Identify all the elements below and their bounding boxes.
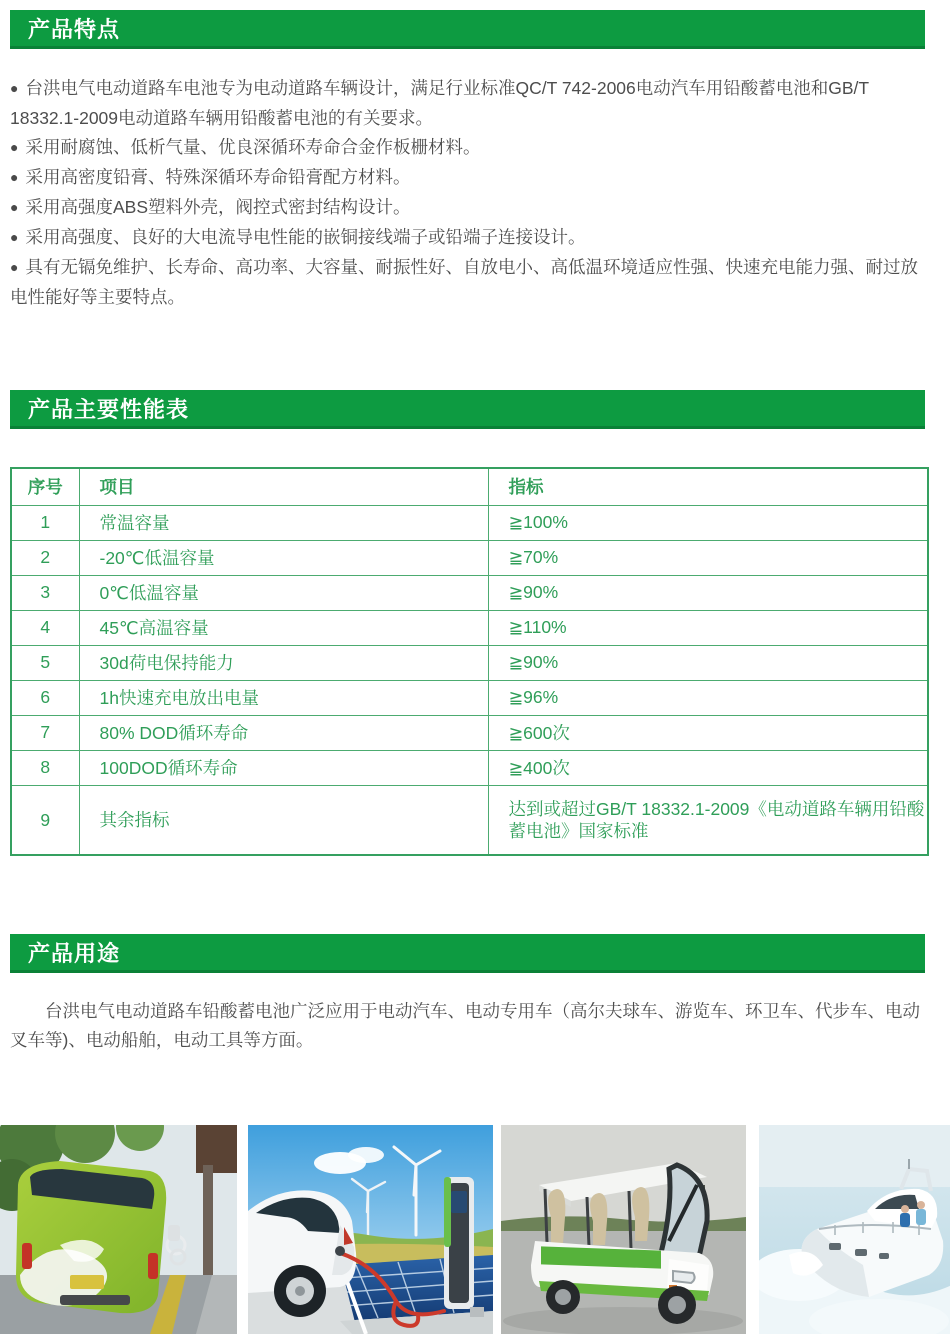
column-header-indicator: 指标 xyxy=(488,468,928,505)
table-row xyxy=(11,575,928,610)
cell-indicator: ≧96% xyxy=(488,680,928,715)
cell-no: 6 xyxy=(11,680,79,715)
cell-item: 30d荷电保持能力 xyxy=(79,645,488,680)
cell-indicator: 达到或超过GB/T 18332.1-2009《电动道路车辆用铅酸蓄电池》国家标准 xyxy=(488,785,928,855)
photo-gallery xyxy=(0,1125,950,1334)
cell-no: 2 xyxy=(11,540,79,575)
bullet-icon: ● xyxy=(10,80,19,96)
cell-indicator: ≧400次 xyxy=(488,750,928,785)
section-header-features xyxy=(10,10,925,49)
table-row xyxy=(11,680,928,715)
cell-item: -20℃低温容量 xyxy=(79,540,488,575)
table-row xyxy=(11,785,928,855)
section-title-performance: 产品主要性能表 xyxy=(28,396,190,422)
cell-item: 0℃低温容量 xyxy=(79,575,488,610)
table-row xyxy=(11,645,928,680)
cell-indicator: ≧70% xyxy=(488,540,928,575)
column-header-item: 项目 xyxy=(79,468,488,505)
product-page xyxy=(0,10,950,1342)
table-row xyxy=(11,715,928,750)
cell-no: 7 xyxy=(11,715,79,750)
cell-no: 1 xyxy=(11,505,79,540)
features-list xyxy=(10,74,925,312)
section-header-usage xyxy=(10,934,925,973)
photo-electric-boat xyxy=(759,1125,950,1334)
cell-item: 100DOD循环寿命 xyxy=(79,750,488,785)
table-row xyxy=(11,750,928,785)
feature-item xyxy=(10,74,925,133)
feature-text: 台洪电气电动道路车电池专为电动道路车辆设计，满足行业标准QC/T 742-2006电动汽车用铅酸蓄电池和GB/T 18332.1-2009电动道路车辆用铅酸蓄电池的有关要求。 xyxy=(10,78,869,128)
cell-item: 45℃高温容量 xyxy=(79,610,488,645)
table-row xyxy=(11,610,928,645)
table-row xyxy=(11,540,928,575)
usage-paragraph: 台洪电气电动道路车铅酸蓄电池广泛应用于电动汽车、电动专用车（高尔夫球车、游览车、环卫车、代步车、电动叉车等)、电动船舶，电动工具等方面。 xyxy=(10,1001,920,1050)
feature-item xyxy=(10,163,925,193)
cell-item: 80% DOD循环寿命 xyxy=(79,715,488,750)
section-title-features: 产品特点 xyxy=(28,16,121,42)
column-header-no: 序号 xyxy=(11,468,79,505)
table-header-row xyxy=(11,468,928,505)
bullet-icon: ● xyxy=(10,259,19,275)
cell-no: 3 xyxy=(11,575,79,610)
feature-item xyxy=(10,253,925,312)
section-title-usage: 产品用途 xyxy=(28,940,121,966)
bullet-icon: ● xyxy=(10,169,19,185)
feature-text: 具有无镉免维护、长寿命、高功率、大容量、耐振性好、自放电小、高低温环境适应性强、快速充电能力强、耐过放电性能好等主要特点。 xyxy=(10,257,918,307)
photo-electric-bus xyxy=(0,1125,237,1334)
feature-text: 采用耐腐蚀、低析气量、优良深循环寿命合金作板栅材料。 xyxy=(25,137,481,157)
cell-item: 1h快速充电放出电量 xyxy=(79,680,488,715)
section-header-performance xyxy=(10,390,925,429)
cell-indicator: ≧90% xyxy=(488,645,928,680)
performance-table xyxy=(10,467,929,856)
cell-no: 4 xyxy=(11,610,79,645)
feature-item xyxy=(10,223,925,253)
cell-indicator: ≧90% xyxy=(488,575,928,610)
table-row xyxy=(11,505,928,540)
cell-indicator: ≧110% xyxy=(488,610,928,645)
cell-no: 8 xyxy=(11,750,79,785)
cell-indicator: ≧600次 xyxy=(488,715,928,750)
cell-no: 9 xyxy=(11,785,79,855)
cell-item: 常温容量 xyxy=(79,505,488,540)
feature-text: 采用高强度、良好的大电流导电性能的嵌铜接线端子或铅端子连接设计。 xyxy=(25,227,586,247)
feature-text: 采用高强度ABS塑料外壳，阀控式密封结构设计。 xyxy=(25,197,411,217)
bullet-icon: ● xyxy=(10,199,19,215)
cell-no: 5 xyxy=(11,645,79,680)
feature-item xyxy=(10,193,925,223)
feature-text: 采用高密度铅膏、特殊深循环寿命铅膏配方材料。 xyxy=(25,167,411,187)
bullet-icon: ● xyxy=(10,139,19,155)
photo-sightseeing-cart xyxy=(501,1125,746,1334)
photo-ev-car-charging xyxy=(248,1125,493,1334)
bullet-icon: ● xyxy=(10,229,19,245)
cell-item: 其余指标 xyxy=(79,785,488,855)
cell-indicator: ≧100% xyxy=(488,505,928,540)
feature-item xyxy=(10,133,925,163)
